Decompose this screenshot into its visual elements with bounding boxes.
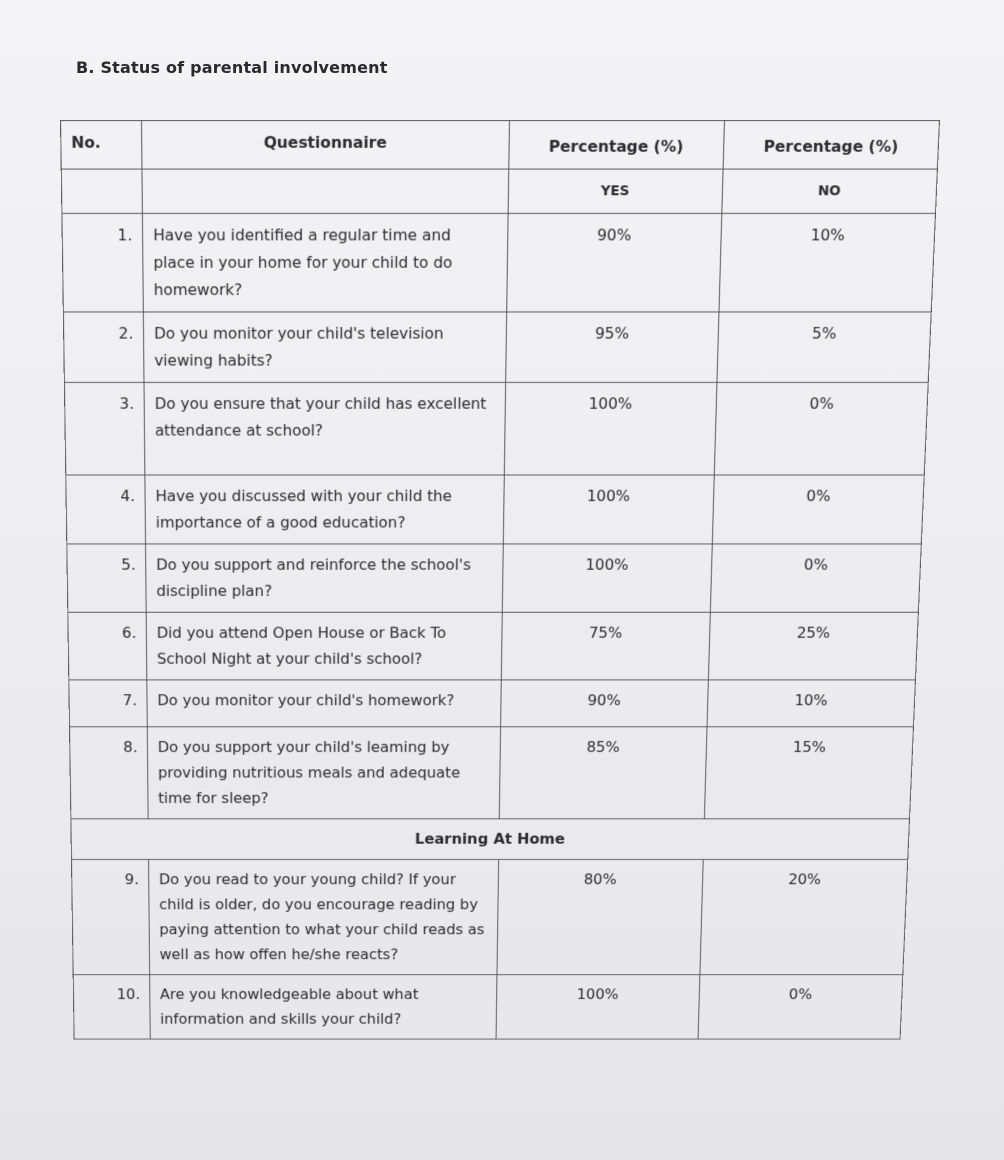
row-no-value: 5% [717, 312, 932, 382]
row-number: 1. [62, 213, 144, 312]
row-question: Do you monitor your child's television viewing habits? [143, 312, 506, 382]
row-number: 8. [69, 727, 148, 819]
row-number: 5. [67, 544, 147, 612]
row-question: Do you support and reinforce the school's discipline plan? [146, 544, 503, 612]
row-number: 7. [69, 680, 148, 727]
header-questionnaire: Questionnaire [142, 120, 509, 169]
table-row [62, 213, 936, 312]
section-row-learning-at-home [71, 819, 910, 860]
subheader-empty-q [142, 169, 508, 213]
table-row [73, 975, 903, 1039]
row-question: Have you identified a regular time and place in your home for your child to do homework? [143, 213, 508, 312]
row-no-value: 10% [707, 680, 916, 727]
subheader-empty-no [61, 169, 142, 213]
table-header-row [61, 120, 940, 169]
row-number: 9. [71, 859, 149, 974]
row-number: 6. [68, 612, 147, 680]
survey-table [60, 120, 940, 1039]
row-no-value: 25% [708, 612, 918, 680]
table-row [67, 544, 922, 612]
table-row [68, 612, 919, 680]
row-no-value: 0% [712, 475, 924, 544]
row-no-value: 10% [719, 213, 936, 312]
section-label: Learning At Home [71, 819, 910, 860]
row-no-value: 15% [704, 727, 913, 819]
row-question: Do you monitor your child's homework? [147, 680, 501, 727]
row-yes-value: 100% [503, 475, 714, 544]
header-no: No. [61, 120, 143, 169]
row-no-value: 0% [710, 544, 921, 612]
row-yes-value: 75% [501, 612, 710, 680]
header-yes: YES [508, 169, 723, 213]
row-yes-value: 95% [505, 312, 719, 382]
row-yes-value: 90% [506, 213, 721, 312]
row-no-value: 20% [700, 859, 908, 974]
row-number: 3. [64, 382, 145, 475]
row-question: Do you ensure that your child has excellent attendance at school? [144, 382, 505, 475]
row-question: Are you knowledgeable about what information and skills your child? [150, 975, 497, 1039]
row-number: 10. [73, 975, 150, 1039]
row-yes-value: 85% [499, 727, 707, 819]
section-title: B. Status of parental involvement [76, 58, 388, 77]
table-row [63, 312, 931, 382]
header-no-percentage: Percentage (%) [723, 120, 940, 169]
table-row [64, 382, 928, 475]
row-yes-value: 100% [504, 382, 717, 475]
row-no-value: 0% [714, 382, 928, 475]
row-question: Have you discussed with your child the importance of a good education? [145, 475, 504, 544]
row-no-value: 0% [698, 975, 903, 1039]
table-row [66, 475, 925, 544]
row-question: Did you attend Open House or Back To School Night at your child's school? [146, 612, 502, 680]
header-yes-percentage: Percentage (%) [508, 120, 724, 169]
row-yes-value: 100% [496, 975, 700, 1039]
row-yes-value: 90% [500, 680, 708, 727]
row-number: 4. [66, 475, 146, 544]
table-row [69, 680, 916, 727]
row-question: Do you read to your young child? If your child is older, do you encourage reading by paying attention to what your child reads as well as how offen he/she reacts? [149, 859, 499, 974]
table-subheader-row [61, 169, 937, 213]
header-no-label: NO [722, 169, 938, 213]
table-row [69, 727, 913, 819]
row-yes-value: 80% [497, 859, 703, 974]
table-row [71, 859, 907, 974]
row-number: 2. [63, 312, 144, 382]
row-yes-value: 100% [502, 544, 712, 612]
row-question: Do you support your child's leaming by providing nutritious meals and adequate time for sleep? [147, 727, 500, 819]
